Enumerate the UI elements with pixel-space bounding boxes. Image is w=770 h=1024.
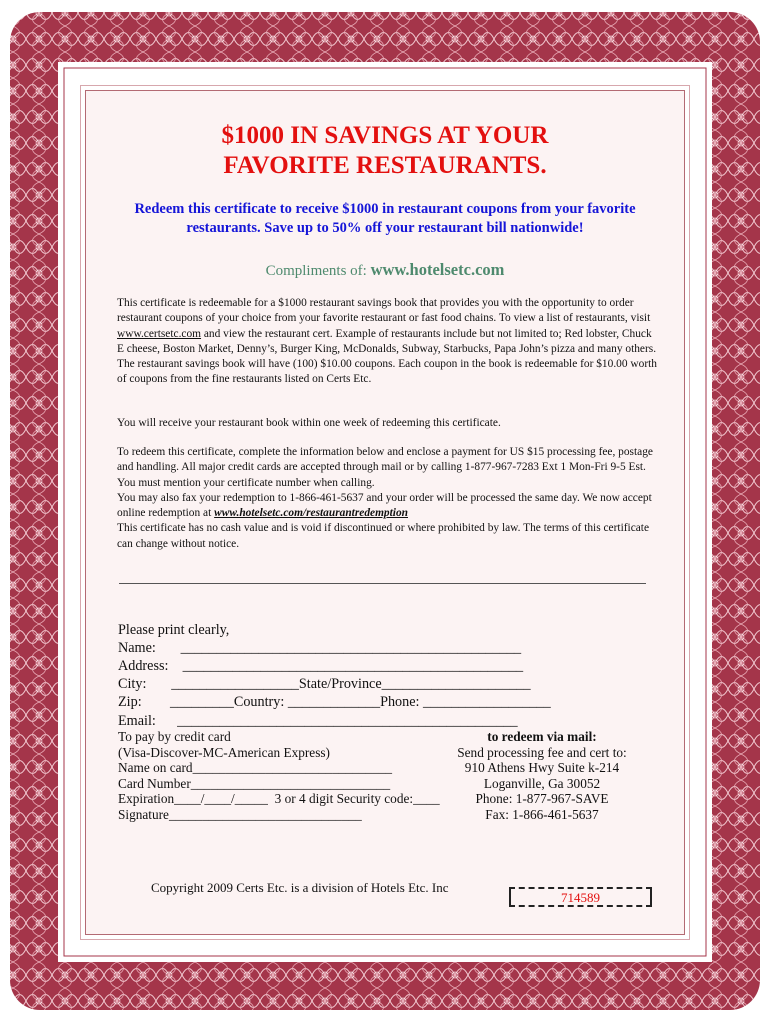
card-number-field[interactable]: Card Number______________________________ xyxy=(118,775,391,791)
title-line-2: FAVORITE RESTAURANTS. xyxy=(223,152,547,179)
mail-redemption-section xyxy=(447,729,637,822)
serial-number-box xyxy=(509,887,652,907)
name-on-card-field[interactable]: Name on card______________________________ xyxy=(118,760,393,775)
title-line-1: $1000 IN SAVINGS AT YOUR xyxy=(221,122,549,149)
contact-form xyxy=(118,603,551,748)
terms-text: This certificate has no cash value and is void if discontinued or where prohibited by law. The terms of this certificate can change without notice. xyxy=(117,522,650,550)
online-redemption-link[interactable]: www.hotelsetc.com/restaurantredemption xyxy=(214,507,408,520)
expiration-security-field[interactable]: Expiration____/____/_____ 3 or 4 digit Security code:____ xyxy=(118,791,440,806)
mail-heading: to redeem via mail: xyxy=(487,729,597,744)
mail-fax: Fax: 1-866-461-5637 xyxy=(485,806,599,822)
description-text-b: and view the restaurant cert. Example of restaurants include but not limited to; Red lobster, Chuck E cheese, Boston Market, Denny’s, Burger King, McDonalds, Subway, Starbucks, Papa John’s pizza and many others. The restaurant savings book will have (100) $10.00 coupons. Each coupon in the book is redeemable for $10.00 worth of coupons from the fine restaurants listed on Certs Etc. xyxy=(117,327,657,386)
divider xyxy=(119,583,646,584)
address-field[interactable]: Address: ________________________________________________ xyxy=(118,658,524,675)
certificate-title xyxy=(0,121,770,181)
email-field[interactable]: Email: ________________________________________________ xyxy=(118,712,518,729)
mail-phone: Phone: 1-877-967-SAVE xyxy=(475,791,609,806)
compliments-label: Compliments of: xyxy=(265,263,371,279)
mail-instruction: Send processing fee and cert to: xyxy=(457,744,627,760)
certificate-subtitle xyxy=(100,200,670,238)
mail-address-street: 910 Athens Hwy Suite k-214 xyxy=(464,760,620,775)
subtitle-line-1: Redeem this certificate to receive $1000 in restaurant coupons from your favorite xyxy=(134,201,636,217)
mail-address-city: Loganville, Ga 30052 xyxy=(483,775,601,791)
pay-heading: To pay by credit card xyxy=(118,729,231,744)
card-types: (Visa-Discover-MC-American Express) xyxy=(118,744,330,760)
city-state-field[interactable]: City: __________________State/Province_____________________ xyxy=(118,676,531,693)
zip-country-phone-field[interactable]: Zip: _________Country: _____________Phone: __________________ xyxy=(118,694,551,711)
compliments-line xyxy=(0,260,770,280)
serial-number: 714589 xyxy=(561,890,600,905)
form-intro: Please print clearly, xyxy=(118,622,230,639)
delivery-paragraph: You will receive your restaurant book within one week of redeeming this certificate. xyxy=(117,417,501,429)
copyright-notice: Copyright 2009 Certs Etc. is a division of Hotels Etc. Inc xyxy=(151,880,449,895)
redeem-instructions xyxy=(117,445,657,552)
subtitle-line-2: restaurants. Save up to 50% off your restaurant bill nationwide! xyxy=(186,220,584,236)
description-paragraph xyxy=(117,296,657,388)
redeem-text-b: You may also fax your redemption to 1-866-461-5637 and your order will be processed the same day. We now accept online redemption at xyxy=(117,491,652,520)
signature-field[interactable]: Signature_____________________________ xyxy=(118,806,362,822)
name-field[interactable]: Name: ________________________________________________ xyxy=(118,640,522,657)
compliments-site: www.hotelsetc.com xyxy=(370,260,505,279)
redeem-text-a: To redeem this certificate, complete the information below and enclose a payment for US $15 processing fee, postage and handling. All major credit cards are accepted through mail or by calling 1-877-967-7283 Ext 1 Mon-Fri 9-5 Est. You must mention your certificate number when calling. xyxy=(117,446,653,489)
payment-section xyxy=(118,729,440,822)
certsetc-link[interactable]: www.certsetc.com xyxy=(117,327,202,340)
description-text-a: This certificate is redeemable for a $1000 restaurant savings book that provides you with the opportunity to order restaurant coupons of your choice from your favorite restaurant or fast food chains. To view a list of restaurants, visit xyxy=(117,297,651,325)
